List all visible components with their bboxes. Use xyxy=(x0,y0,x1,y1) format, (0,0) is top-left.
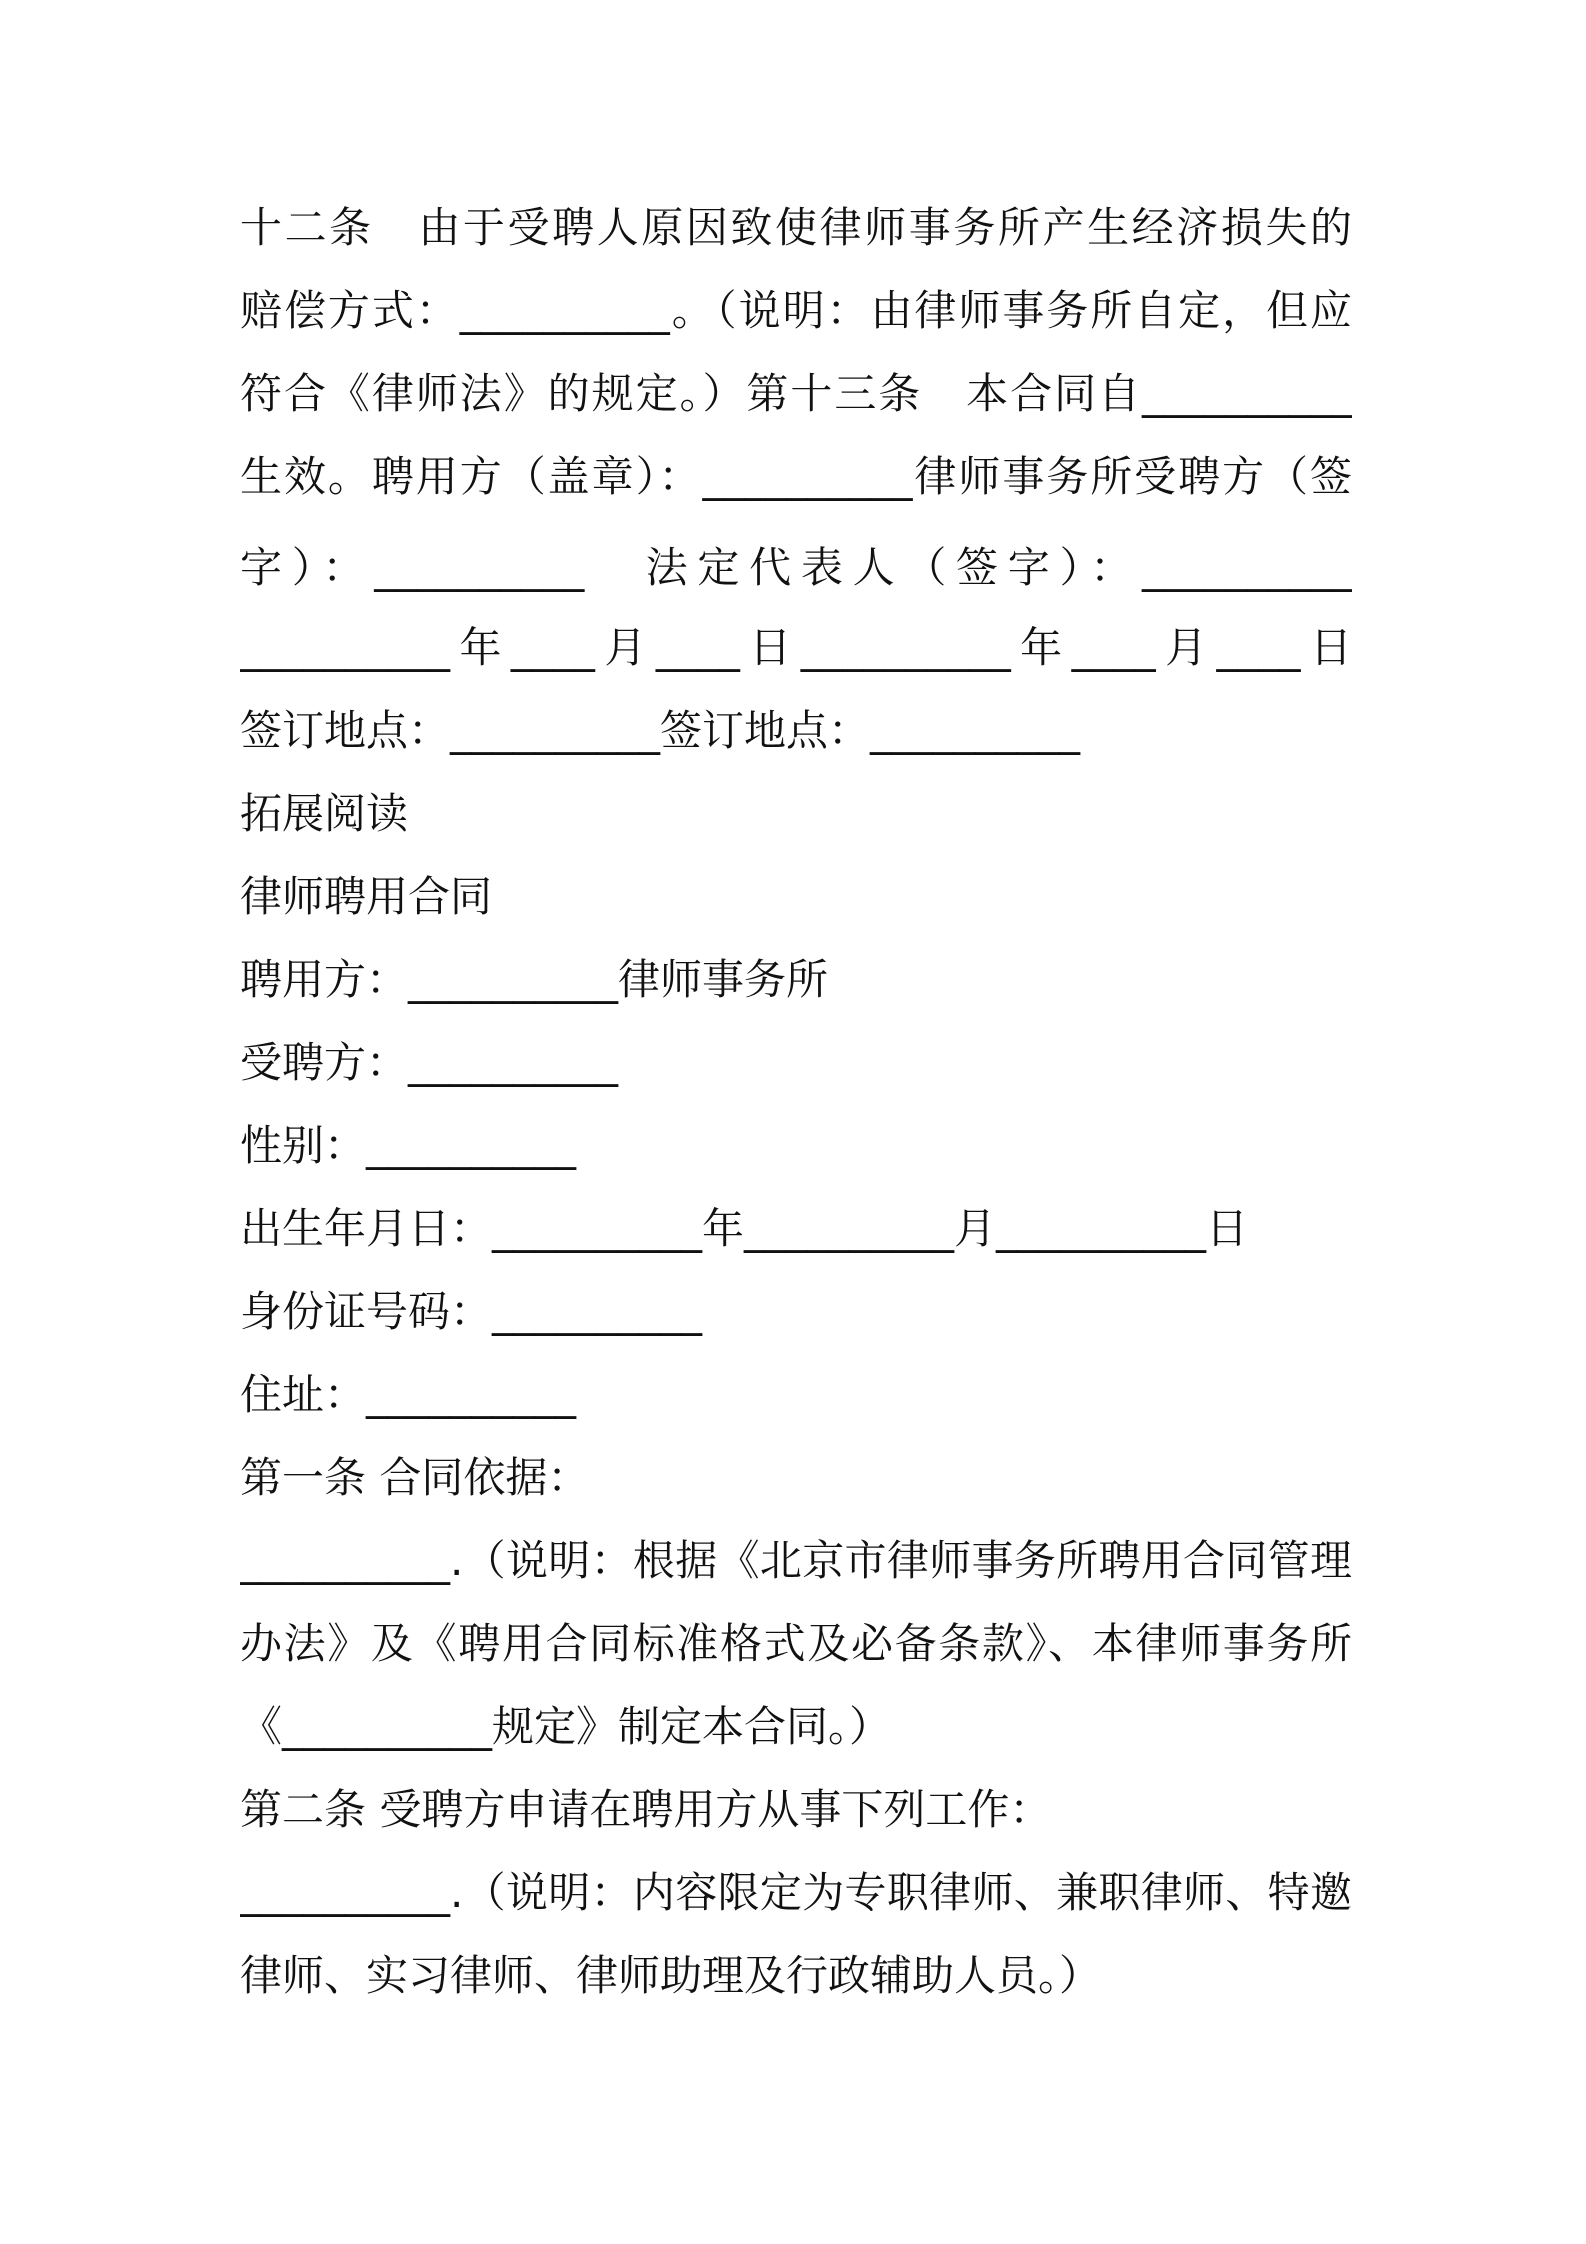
clause-13-line: 符合《律师法》的规定。）第十三条 本合同自__________ xyxy=(240,369,1352,418)
signing-place-line: 签订地点：__________签订地点：__________ xyxy=(240,706,1081,755)
clause-12-line-1: 十二条 由于受聘人原因致使律师事务所产生经济损失的 xyxy=(240,203,1352,252)
address-field: 住址：__________ xyxy=(240,1370,577,1419)
signature-line: 字）：__________ 法定代表人（签字）：__________ xyxy=(240,543,1352,592)
article-2-heading: 第二条 受聘方申请在聘用方从事下列工作： xyxy=(240,1785,1052,1834)
employee-field: 受聘方：__________ xyxy=(240,1038,619,1087)
birth-date-field: 出生年月日：__________年__________月__________日 xyxy=(240,1204,1249,1253)
gender-field: 性别：__________ xyxy=(240,1121,577,1170)
article-1-line-1: __________.（说明：根据《北京市律师事务所聘用合同管理 xyxy=(240,1536,1352,1585)
article-2-line-1: __________.（说明：内容限定为专职律师、兼职律师、特邀 xyxy=(240,1868,1352,1917)
article-1-line-2: 办法》及《聘用合同标准格式及必备条款》、本律师事务所 xyxy=(240,1619,1352,1668)
employer-field: 聘用方：__________律师事务所 xyxy=(240,955,829,1004)
clause-12-line-2: 赔偿方式：__________。（说明：由律师事务所自定，但应 xyxy=(240,286,1352,335)
article-1-line-3: 《__________规定》制定本合同。） xyxy=(240,1702,892,1751)
contract-title: 律师聘用合同 xyxy=(240,872,493,921)
article-2-line-2: 律师、实习律师、律师助理及行政辅助人员。） xyxy=(240,1951,1102,2000)
signature-parties-line: 生效。聘用方（盖章）：__________律师事务所受聘方（签 xyxy=(240,452,1352,501)
id-number-field: 身份证号码：__________ xyxy=(240,1287,703,1336)
date-line: __________年____月____日__________年____月____日 xyxy=(240,623,1352,672)
article-1-heading: 第一条 合同依据： xyxy=(240,1453,590,1502)
extended-reading-heading: 拓展阅读 xyxy=(240,789,409,838)
